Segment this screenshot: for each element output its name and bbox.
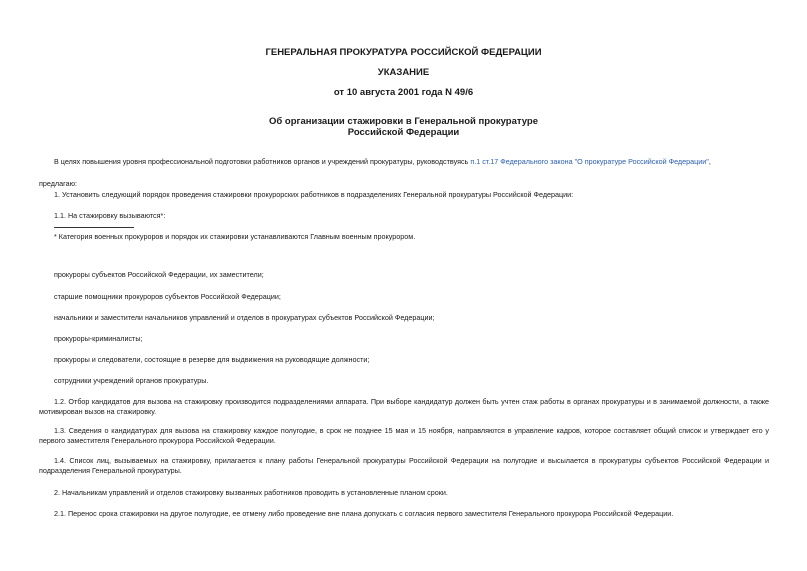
paragraph-1-2: 1.2. Отбор кандидатов для вызова на стажировку производится подразделениями аппарата. При выборе кандидатур должен быть учтен стаж работы в органах прокуратуры и в занимаемой должности, а также мотивирован вызов на стажировку.: [39, 397, 769, 416]
paragraph-2: 2. Начальникам управлений и отделов стажировку вызванных работников проводить в установленные планом сроки.: [54, 488, 448, 497]
list-item: сотрудники учреждений органов прокуратуры.: [54, 376, 209, 385]
issuing-authority: ГЕНЕРАЛЬНАЯ ПРОКУРАТУРА РОССИЙСКОЙ ФЕДЕРАЦИИ: [265, 47, 542, 58]
list-item: прокуроры и следователи, состоящие в резерве для выдвижения на руководящие должности;: [54, 355, 370, 364]
intro-suffix: ,: [708, 157, 711, 166]
list-item: прокуроры-криминалисты;: [54, 334, 143, 343]
intro-paragraph: [54, 157, 784, 167]
document-title-line2: Российской Федерации: [347, 127, 460, 138]
law-article-link[interactable]: п.1 ст.17: [470, 157, 499, 166]
footnote-divider: [54, 227, 134, 228]
document-date-number: от 10 августа 2001 года N 49/6: [333, 87, 474, 98]
list-item: начальники и заместители начальников управлений и отделов в прокуратурах субъектов Российской Федерации;: [54, 313, 435, 322]
list-item: старшие помощники прокуроров субъектов Российской Федерации;: [54, 292, 281, 301]
proposes-text: предлагаю:: [39, 179, 77, 188]
paragraph-1: 1. Установить следующий порядок проведения стажировки прокурорских работников в подразделениях Генеральной прокуратуры Российской Федерации:: [54, 190, 574, 199]
list-item: прокуроры субъектов Российской Федерации, их заместители;: [54, 270, 264, 279]
federal-law-link[interactable]: Федерального закона "О прокуратуре Российской Федерации": [500, 157, 709, 166]
paragraph-2-1: 2.1. Перенос срока стажировки на другое полугодие, ее отмену либо проведение вне плана допускать с согласия первого заместителя Генерального прокурора Российской Федерации.: [54, 509, 674, 518]
document-title-line1: Об организации стажировки в Генеральной прокуратуре: [269, 116, 538, 127]
paragraph-1-4: 1.4. Список лиц, вызываемых на стажировку, прилагается к плану работы Генеральной прокуратуры Российской Федерации на полугодие и высылается в прокуратуры субъектов Российской Федерации и подразделения Генеральной прокуратуры.: [39, 456, 769, 475]
intro-text: В целях повышения уровня профессиональной подготовки работников органов и учреждений прокуратуры, руководствуясь: [54, 157, 471, 166]
paragraph-1-1: 1.1. На стажировку вызываются*:: [54, 211, 166, 220]
paragraph-1-3: 1.3. Сведения о кандидатурах для вызова на стажировку каждое полугодие, в срок не позднее 15 мая и 15 ноября, направляются в управление кадров, которое составляет общий список и утверждает его у первого заместителя Генерального прокурора Российской Федерации.: [39, 426, 769, 445]
document-type: УКАЗАНИЕ: [377, 67, 430, 78]
footnote: * Категория военных прокуроров и порядок их стажировки устанавливаются Главным военным прокурором.: [54, 232, 416, 241]
